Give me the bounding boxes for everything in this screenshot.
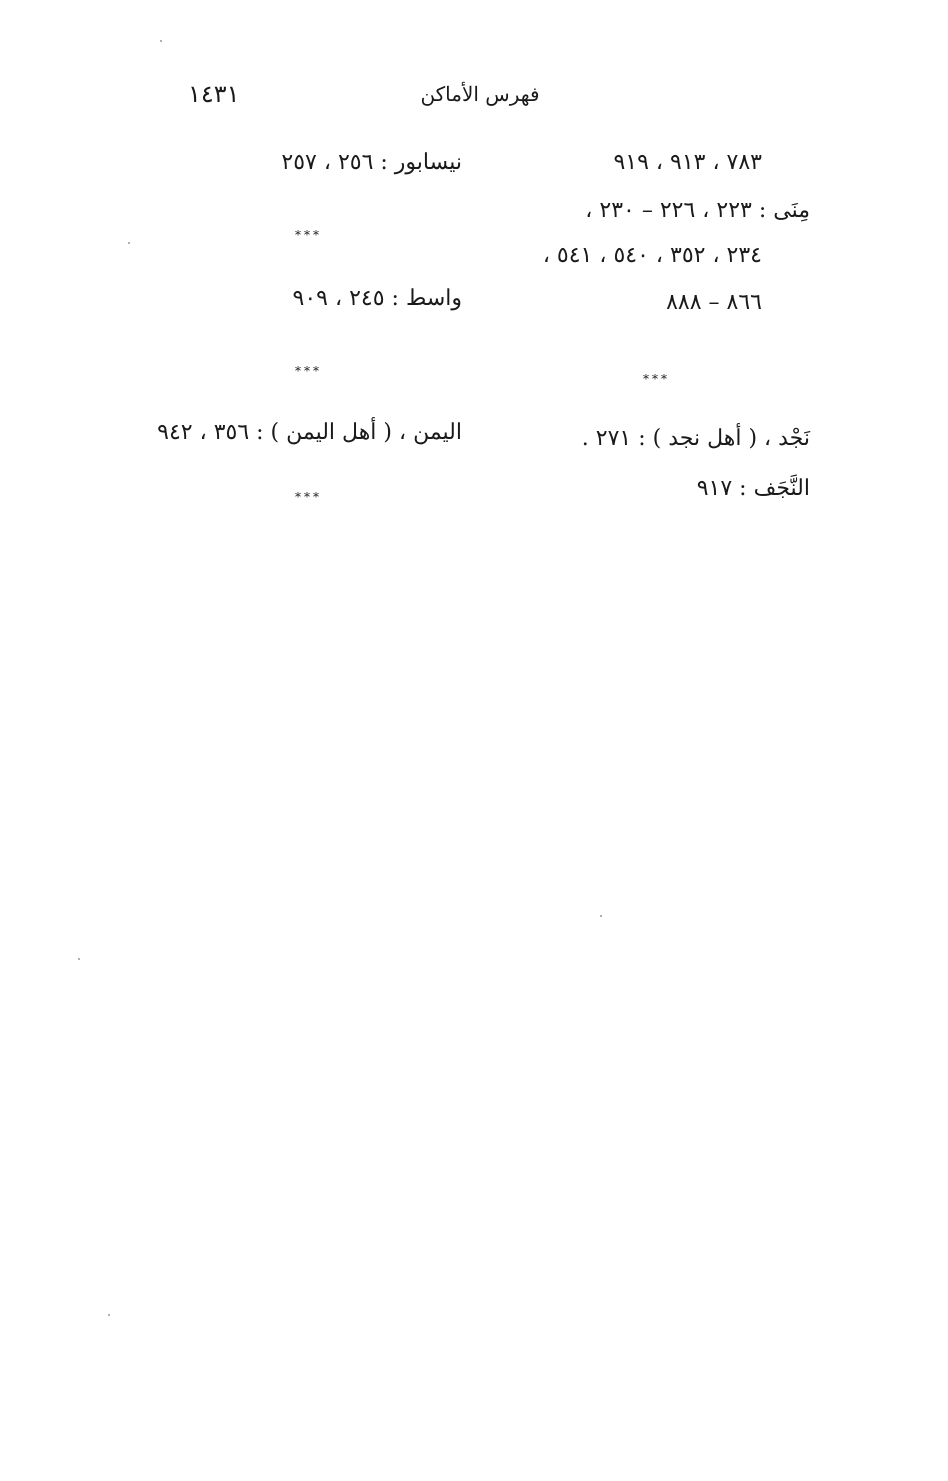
index-entry-mina-range: ٨٦٦ – ٨٨٨ bbox=[666, 290, 762, 315]
scan-speck bbox=[128, 242, 130, 244]
scan-speck bbox=[160, 40, 162, 42]
index-entry-mina: مِنَى : ٢٢٣ ، ٢٢٦ – ٢٣٠ ، bbox=[585, 198, 810, 223]
index-entry-continuation: ٧٨٣ ، ٩١٣ ، ٩١٩ bbox=[613, 150, 762, 175]
separator-stars: *** bbox=[295, 364, 322, 378]
page-number: ١٣٤١ bbox=[188, 80, 240, 108]
separator-stars: *** bbox=[643, 372, 670, 386]
index-entry-yemen: اليمن ، ( أهل اليمن ) : ٣٥٦ ، ٩٤٢ bbox=[157, 420, 462, 445]
index-entry-mina-continuation: ٢٣٤ ، ٣٥٢ ، ٥٤٠ ، ٥٤١ ، bbox=[542, 243, 762, 268]
index-entry-nishapur: نيسابور : ٢٥٦ ، ٢٥٧ bbox=[281, 150, 462, 175]
separator-stars: *** bbox=[295, 228, 322, 242]
index-entry-najd: نَجْد ، ( أهل نجد ) : ٢٧١ . bbox=[581, 426, 810, 451]
scan-speck bbox=[78, 958, 80, 960]
scan-speck bbox=[108, 1314, 110, 1316]
index-entry-wasit: واسط : ٢٤٥ ، ٩٠٩ bbox=[292, 286, 462, 311]
running-title: فهرس الأماكن bbox=[420, 82, 540, 106]
separator-stars: *** bbox=[295, 490, 322, 504]
index-entry-najaf: النَّجَف : ٩١٧ bbox=[696, 476, 810, 501]
scan-speck bbox=[600, 915, 602, 917]
